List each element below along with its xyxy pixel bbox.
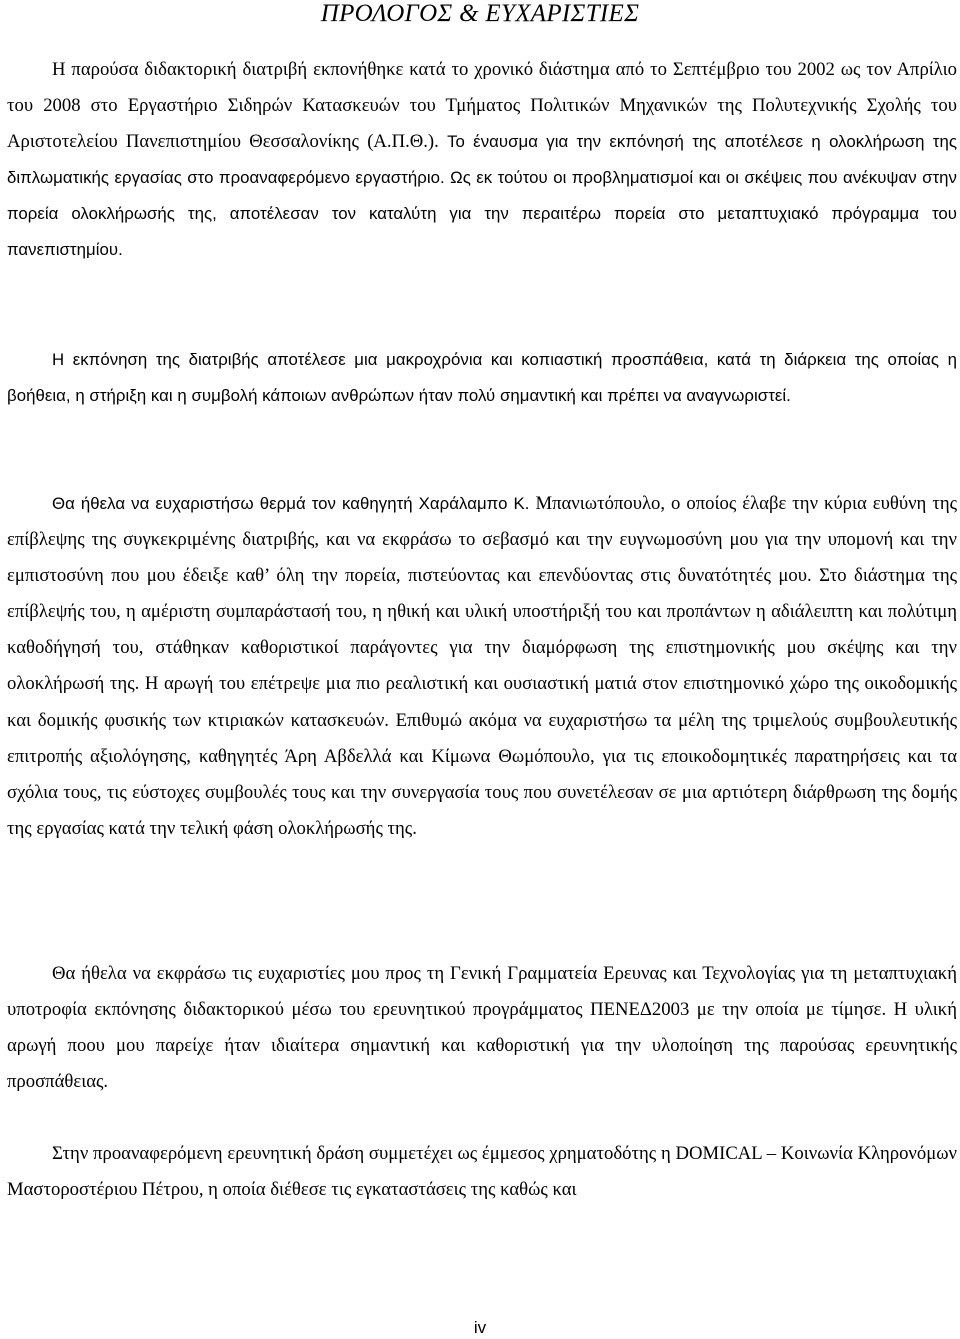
paragraph-2 — [7, 342, 957, 414]
page-title: ΠΡΟΛΟΓΟΣ & ΕΥΧΑΡΙΣΤΙΕΣ — [320, 0, 640, 27]
paragraph-1-text-sans: Το έναυσμα για την εκπόνησή της αποτέλεσε η ολοκλήρωση της διπλωματικής εργασίας στο προαναφερόμενο εργαστήριο. Ως εκ τούτου οι προβληματισμοί και οι σκέψεις που ανέκυψαν στην πορεία ολοκλήρωσής της, αποτέλεσαν τον καταλύτη για την περαιτέρω πορεία στο μεταπτυχιακό πρόγραμμα του πανεπιστημίου. — [7, 132, 957, 260]
paragraph-4 — [7, 956, 957, 1100]
paragraph-3 — [7, 486, 957, 847]
paragraph-4-text: Θα ήθελα να εκφράσω τις ευχαριστίες μου προς τη Γενική Γραμματεία Ερευνας και Τεχνολογίας για τη μεταπτυχιακή υποτροφία εκπόνησης διδακτορικού μέσω του ερευνητικού προγράμματος ΠΕΝΕΔ2003 με την οποία με τίμησε. Η υλική αρωγή ποου μου παρείχε ήταν ιδιαίτερα σημαντική και καθοριστική για την υλοποίηση της παρούσας ερευνητικής προσπάθειας. — [7, 963, 957, 1093]
paragraph-3-text-sans: Θα ήθελα να ευχαριστήσω θερμά τον καθηγητή Χαράλαμπο Κ. — [52, 494, 536, 513]
paragraph-1-text-serif: Η παρούσα διδακτορική διατριβή εκπονήθηκε κατά το χρονικό διάστημα από το Σεπτέμβριο του 2002 ως τον Απρίλιο του 2008 στο Εργαστήριο Σιδηρών Κατασκευών του Τμήματος Πολιτικών Μηχανικών της Πολυτεχνικής Σχολής του Αριστοτελείου Πανεπιστημίου Θεσσαλονίκης (Α.Π.Θ.). — [7, 59, 957, 153]
paragraph-5-text: Στην προαναφερόμενη ερευνητική δράση συμμετέχει ως έμμεσος χρηματοδότης η DOMICAL – Κοινωνία Κληρονόμων Μαστοροστέριου Πέτρου, η οποία διέθεσε τις εγκαταστάσεις της καθώς και — [7, 1143, 957, 1201]
paragraph-5 — [7, 1136, 957, 1208]
paragraph-1 — [7, 52, 957, 269]
paragraph-2-text: Η εκπόνηση της διατριβής αποτέλεσε μια μακροχρόνια και κοπιαστική προσπάθεια, κατά τη διάρκεια της οποίας η βοήθεια, η στήριξη και η συμβολή κάποιων ανθρώπων ήταν πολύ σημαντική και πρέπει να αναγνωριστεί. — [7, 350, 957, 406]
paragraph-3-text-serif: Μπανιωτόπουλο, ο οποίος έλαβε την κύρια ευθύνη της επίβλεψης της συγκεκριμένης διατριβής, και να εκφράσω το σεβασμό και την ευγνωμοσύνη μου για την υπομονή και την εμπιστοσύνη που μου έδειξε καθ’ όλη την πορεία, πιστεύοντας και επενδύοντας στις δυνατότητές μου. Στο διάστημα της επίβλεψής του, η αμέριστη συμπαράστασή του, η ηθική και υλική υποστήριξή του και προπάντων η αδιάλειπτη και πολύτιμη καθοδήγησή του, στάθηκαν καθοριστικοί παράγοντες για την διαμόρφωση της επιστημονικής μου σκέψης και την ολοκλήρωσή της. Η αρωγή του επέτρεψε μια πιο ρεαλιστική και ουσιαστική ματιά στον επιστημονικό χώρο της οικοδομικής και δομικής φυσικής των κτιριακών κατασκευών. Επιθυμώ ακόμα να ευχαριστήσω τα μέλη της τριμελούς συμβουλευτικής επιτροπής αξιολόγησης, καθηγητές Άρη Αβδελλά και Κίμωνα Θωμόπουλο, για τις εποικοδομητικές παρατηρήσεις και τα σχόλια τους, τις εύστοχες συμβουλές τους και την συνεργασία τους που συνετέλεσαν σε μια αρτιότερη διάρθρωση της δομής της εργασίας κατά την τελική φάση ολοκλήρωσής της. — [7, 493, 957, 839]
page-number: iv — [473, 1318, 487, 1337]
